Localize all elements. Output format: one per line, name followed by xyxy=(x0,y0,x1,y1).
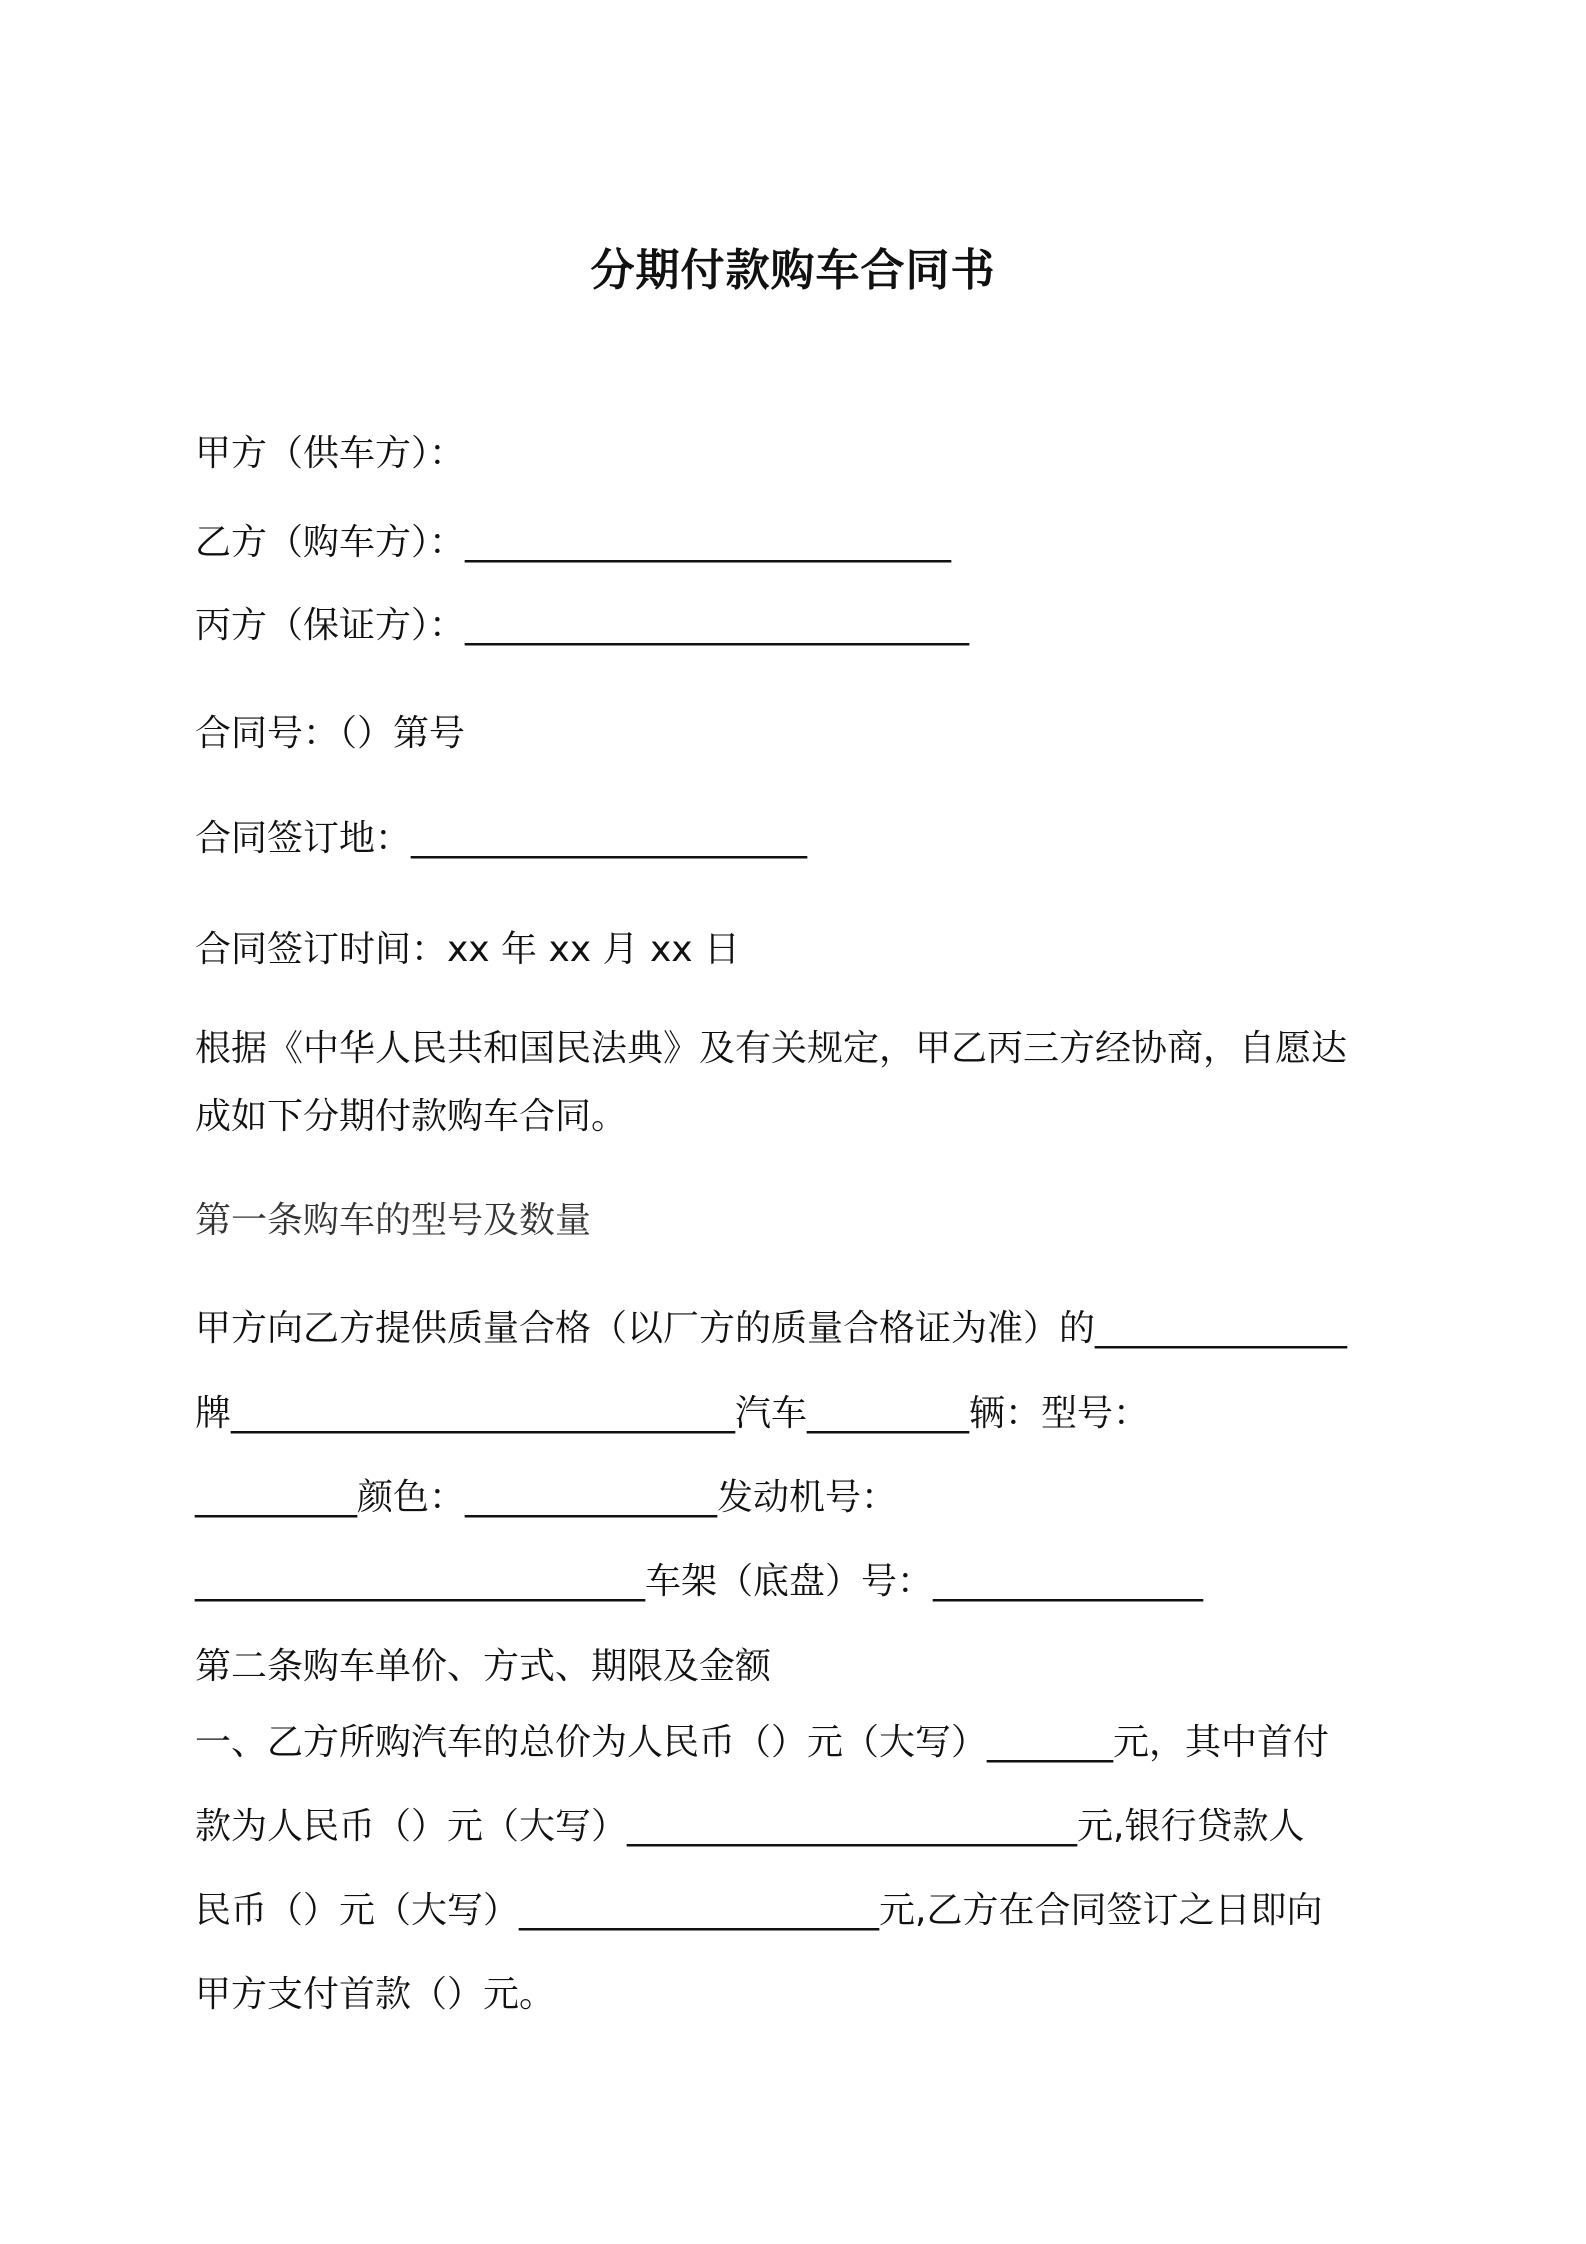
document-title: 分期付款购车合同书 xyxy=(590,245,996,296)
preamble-line-1: 根据《中华人民共和国民法典》及有关规定，甲乙丙三方经协商，自愿达 xyxy=(195,1028,1348,1069)
party-b-line: 乙方（购车方）：___________________________ xyxy=(195,522,952,563)
article-2-line-3: 民币（）元（大写）____________________元,乙方在合同签订之日即向 xyxy=(195,1890,1323,1931)
article-2-line-1: 一、乙方所购汽车的总价为人民币（）元（大写）_______元，其中首付 xyxy=(195,1722,1330,1763)
article-2-line-2: 款为人民币（）元（大写）_________________________元,银行贷款人 xyxy=(195,1806,1305,1847)
article-1-line-2: 牌____________________________汽车_________辆：型号： xyxy=(195,1393,1150,1434)
article-2-line-4: 甲方支付首款（）元。 xyxy=(195,1974,556,2015)
party-a-line: 甲方（供车方）： xyxy=(195,433,466,474)
article-1-line-3: _________颜色：______________发动机号： xyxy=(195,1477,898,1518)
signing-place-line: 合同签订地：______________________ xyxy=(195,818,808,859)
article-2-heading: 第二条购车单价、方式、期限及金额 xyxy=(195,1646,772,1687)
party-c-line: 丙方（保证方）：____________________________ xyxy=(195,605,970,646)
preamble-line-2: 成如下分期付款购车合同。 xyxy=(195,1096,628,1137)
article-1-line-1: 甲方向乙方提供质量合格（以厂方的质量合格证为准）的______________ xyxy=(195,1308,1348,1349)
article-1-line-4: _________________________车架（底盘）号：_______________ xyxy=(195,1561,1204,1602)
signing-date-line: 合同签订时间：xx 年 xx 月 xx 日 xyxy=(195,929,741,970)
article-1-heading: 第一条购车的型号及数量 xyxy=(195,1200,592,1241)
contract-number-line: 合同号：（）第号 xyxy=(195,713,466,754)
